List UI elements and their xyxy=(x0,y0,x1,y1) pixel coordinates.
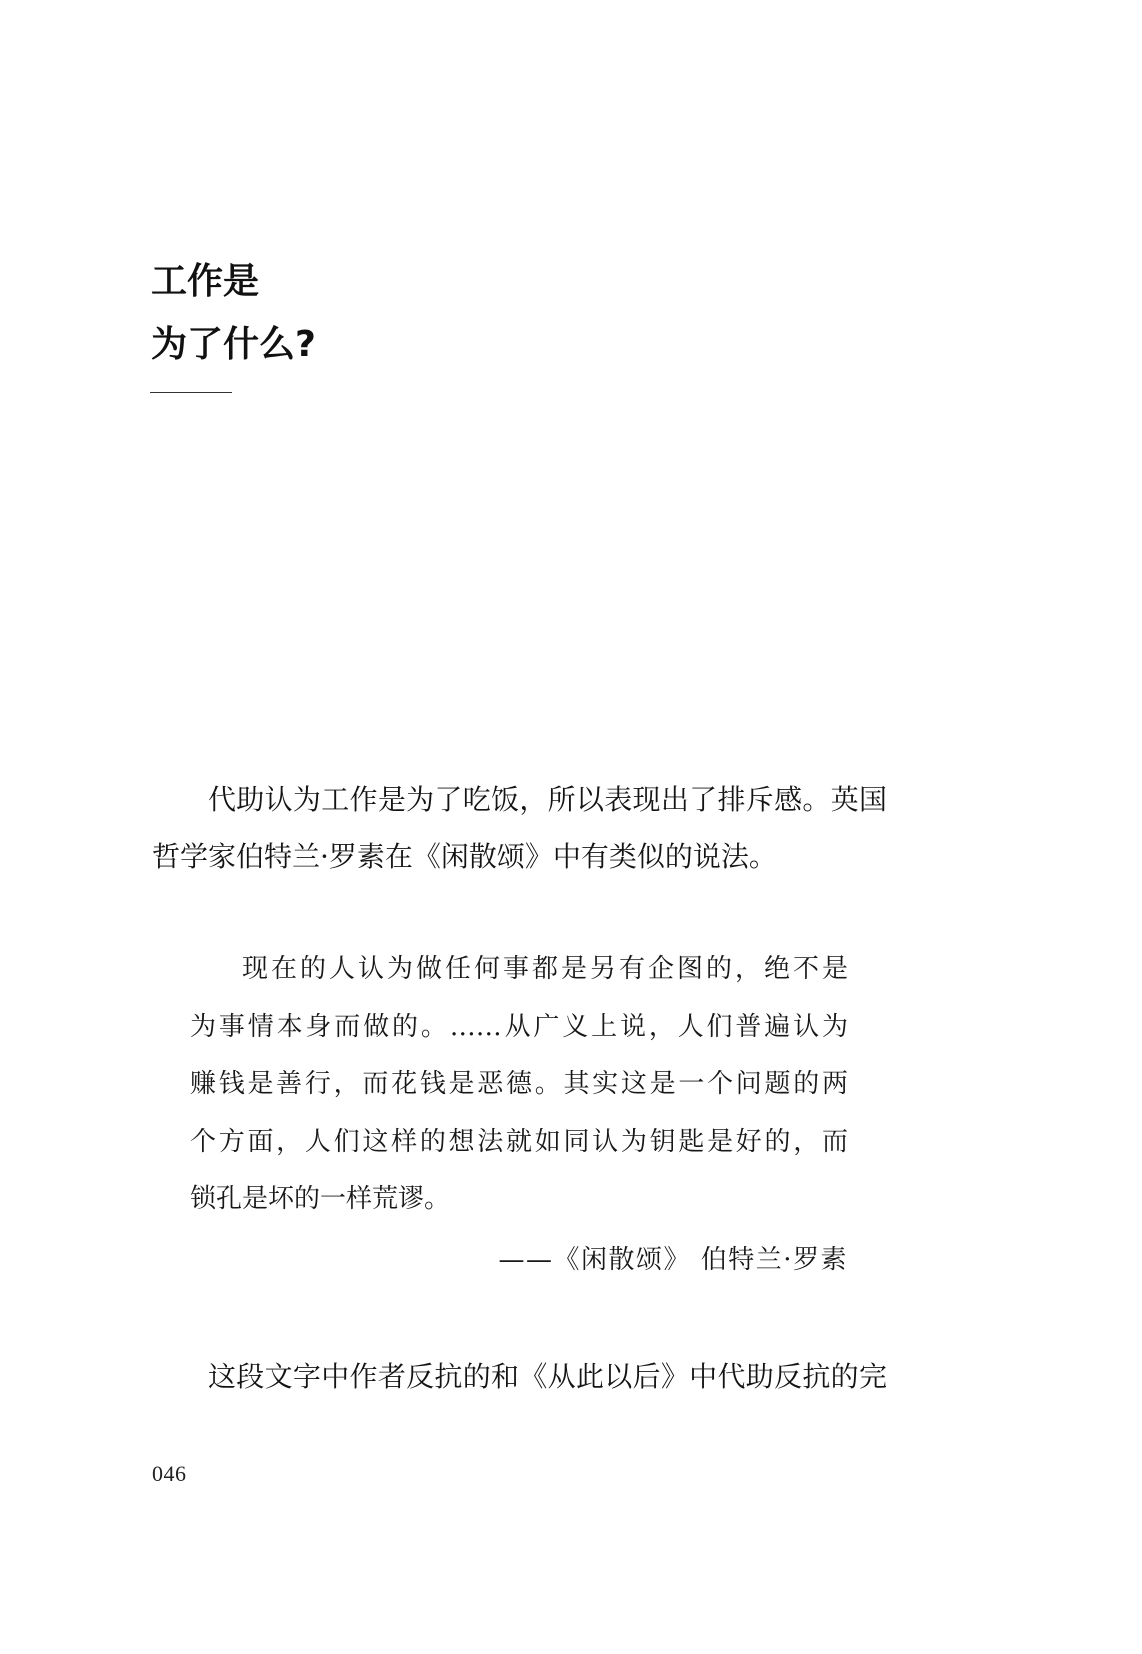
chapter-title xyxy=(151,250,316,376)
body-paragraph-1 xyxy=(152,771,887,885)
quote-attribution: ——《闲散颂》 伯特兰·罗素 xyxy=(498,1245,848,1275)
body-paragraph-2 xyxy=(152,1348,887,1405)
quote-line: 赚钱是善行，而花钱是恶德。其实这是一个问题的两 xyxy=(190,1069,848,1099)
paragraph-line: 代助认为工作是为了吃饭，所以表现出了排斥感。英国 xyxy=(208,783,887,816)
quote-line: 个方面，人们这样的想法就如同认为钥匙是好的，而 xyxy=(190,1126,848,1157)
quote-line: 现在的人认为做任何事都是另有企图的，绝不是 xyxy=(242,954,848,984)
paragraph-line: 哲学家伯特兰·罗素在《闲散颂》中有类似的说法。 xyxy=(152,840,777,873)
quote-line: 为事情本身而做的。……从广义上说，人们普遍认为 xyxy=(190,1011,848,1042)
chapter-title-line-1: 工作是 xyxy=(151,261,260,302)
paragraph-line: 这段文字中作者反抗的和《从此以后》中代助反抗的完 xyxy=(208,1360,887,1393)
chapter-title-line-2: 为了什么? xyxy=(151,324,316,365)
block-quote xyxy=(190,941,848,1229)
page-number: 046 xyxy=(152,1461,187,1486)
quote-line: 锁孔是坏的一样荒谬。 xyxy=(190,1184,451,1214)
title-divider xyxy=(150,392,232,393)
